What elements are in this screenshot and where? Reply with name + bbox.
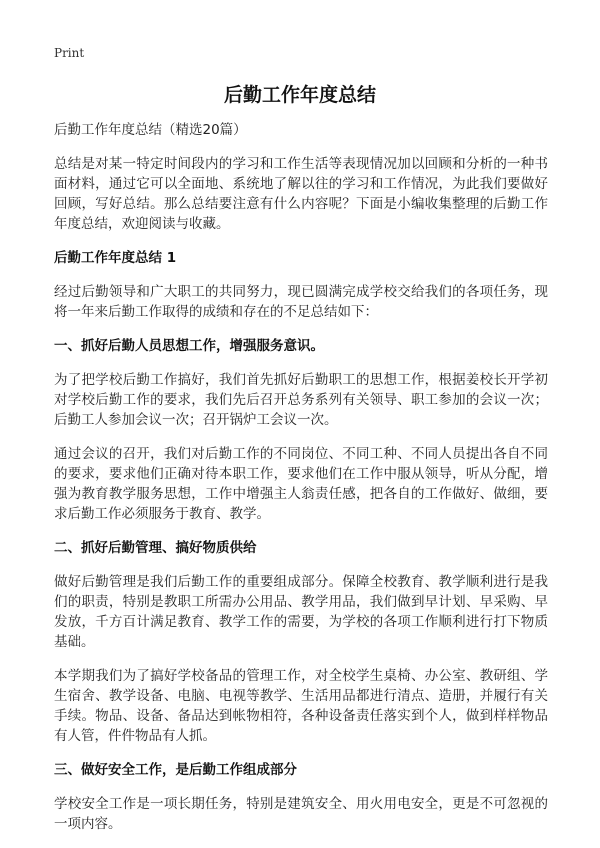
article-intro-paragraph: 经过后勤领导和广大职工的共同努力，现已圆满完成学校交给我们的各项任务，现将一年来后勤工作取得的成绩和存在的不足总结如下：	[54, 284, 548, 320]
section-3-heading: 三、做好安全工作，是后勤工作组成部分	[54, 762, 297, 778]
document-subtitle: 后勤工作年度总结（精选20篇）	[54, 122, 247, 138]
section-1-paragraph-2: 通过会议的召开，我们对后勤工作的不同岗位、不同工种、不同人员提出各自不同的要求，要求他们正确对待本职工作，要求他们在工作中服从领导，听从分配，增强为教育教学服务思想，工作中增强主人翁责任感，把各自的工作做好、做细，要求后勤工作必须服务于教育、教学。	[54, 446, 548, 522]
section-2-paragraph-1: 做好后勤管理是我们后勤工作的重要组成部分。保障全校教育、教学顺利进行是我们的职责，特别是教职工所需办公用品、教学用品，我们做到早计划、早采购、早发放，千方百计满足教育、教学工作的需要，为学校的各项工作顺利进行打下物质基础。	[54, 574, 548, 650]
section-1-paragraph-1: 为了把学校后勤工作搞好，我们首先抓好后勤职工的思想工作，根据姜校长开学初对学校后勤工作的要求，我们先后召开总务系列有关领导、职工参加的会议一次；后勤工人参加会议一次；召开锅炉工会议一次。	[54, 372, 548, 428]
section-2-heading: 二、抓好后勤管理、搞好物质供给	[54, 540, 257, 556]
page-title: 后勤工作年度总结	[223, 84, 376, 106]
section-1-heading: 一、抓好后勤人员思想工作，增强服务意识。	[54, 338, 324, 354]
document-body	[54, 120, 548, 848]
section-3-paragraph-1: 学校安全工作是一项长期任务，特别是建筑安全、用火用电安全，更是不可忽视的一项内容。	[54, 796, 548, 832]
article-heading: 后勤工作年度总结 1	[54, 250, 177, 266]
intro-paragraph: 总结是对某一特定时间段内的学习和工作生活等表现情况加以回顾和分析的一种书面材料，通过它可以全面地、系统地了解以往的学习和工作情况，为此我们要做好回顾，写好总结。那么总结要注意有什么内容呢？下面是小编收集整理的后勤工作年度总结，欢迎阅读与收藏。	[54, 156, 548, 232]
print-label: Print	[54, 46, 85, 60]
section-2-paragraph-2: 本学期我们为了搞好学校备品的管理工作，对全校学生桌椅、办公室、教研组、学生宿舍、教学设备、电脑、电视等教学、生活用品都进行清点、造册，并履行有关手续。物品、设备、备品达到帐物相符，各种设备责任落实到个人，做到样样物品有人管，件件物品有人抓。	[54, 668, 548, 744]
